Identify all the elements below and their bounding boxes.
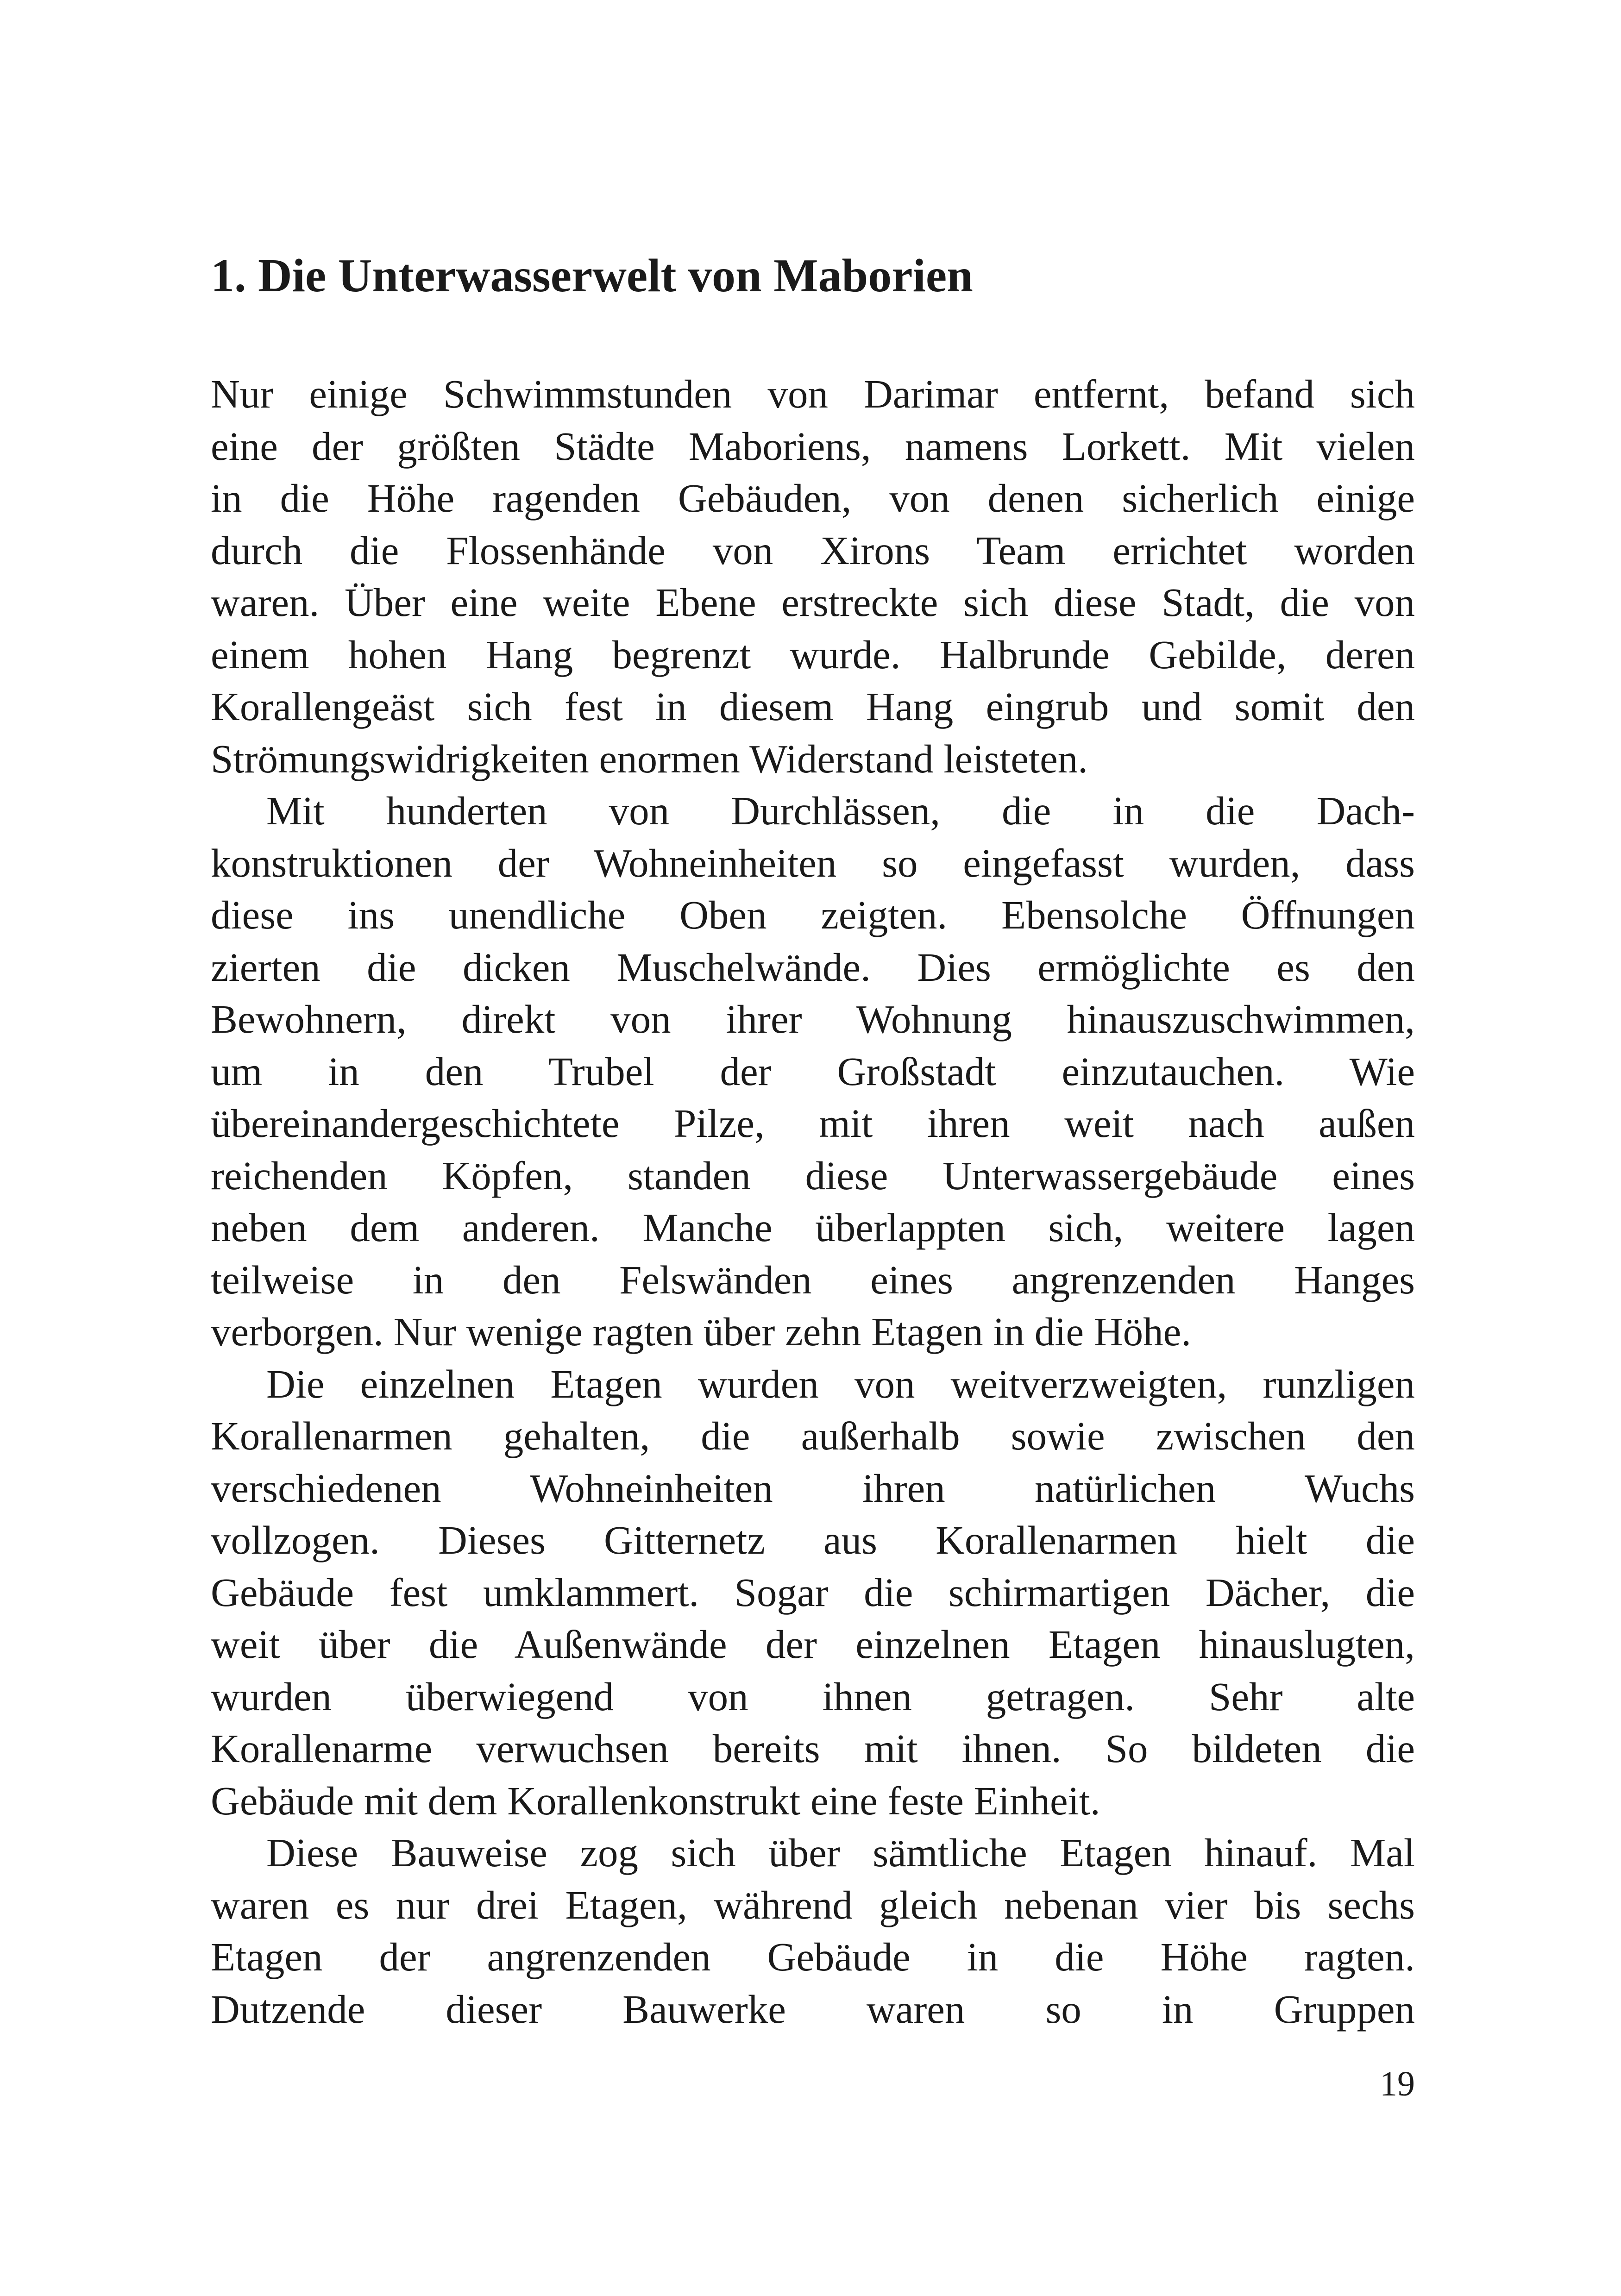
text-line: verschiedenen Wohneinheiten ihren natürlichen Wuchs (211, 1465, 1415, 1511)
text-line: Die einzelnen Etagen wurden von weitverzweigten, runzligen (266, 1361, 1415, 1406)
text-line: Gebäude mit dem Korallenkonstrukt eine feste Einheit. (211, 1778, 1100, 1823)
text-line: Mit hunderten von Durchlässen, die in die Dach- (266, 788, 1415, 833)
paragraph-3 (211, 1358, 1415, 1827)
paragraph-4 (211, 1827, 1415, 2035)
text-line: konstruktionen der Wohneinheiten so eingefasst wurden, dass (211, 840, 1415, 885)
text-line: Diese Bauweise zog sich über sämtliche Etagen hinauf. Mal (266, 1830, 1415, 1875)
text-line: reichenden Köpfen, standen diese Unterwassergebäude eines (211, 1153, 1415, 1198)
text-line: zierten die dicken Muschelwände. Dies ermöglichte es den (211, 944, 1415, 990)
text-line: Gebäude fest umklammert. Sogar die schirmartigen Dächer, die (211, 1569, 1415, 1615)
text-line: verborgen. Nur wenige ragten über zehn Etagen in die Höhe. (211, 1309, 1192, 1354)
text-line: waren es nur drei Etagen, während gleich nebenan vier bis sechs (211, 1882, 1415, 1927)
paragraph-2 (211, 785, 1415, 1358)
text-line: diese ins unendliche Oben zeigten. Ebensolche Öffnungen (211, 892, 1415, 937)
paragraph-1 (211, 368, 1415, 785)
text-line: Korallenarmen gehalten, die außerhalb sowie zwischen den (211, 1413, 1415, 1458)
page-number: 19 (1380, 2064, 1415, 2103)
text-line: Nur einige Schwimmstunden von Darimar entfernt, befand sich (211, 371, 1415, 416)
body-text (211, 368, 1415, 2035)
text-line: Etagen der angrenzenden Gebäude in die Höhe ragten. (211, 1934, 1415, 1979)
text-line: teilweise in den Felswänden eines angrenzenden Hanges (211, 1257, 1415, 1302)
text-line: vollzogen. Dieses Gitternetz aus Korallenarmen hielt die (211, 1518, 1415, 1562)
text-line: einem hohen Hang begrenzt wurde. Halbrunde Gebilde, deren (211, 632, 1415, 677)
text-line: Strömungswidrigkeiten enormen Widerstand leisteten. (211, 736, 1088, 781)
text-line: übereinandergeschichtete Pilze, mit ihren weit nach außen (211, 1101, 1415, 1146)
text-line: Bewohnern, direkt von ihrer Wohnung hinauszuschwimmen, (211, 997, 1415, 1041)
text-line: um in den Trubel der Großstadt einzutauchen. Wie (211, 1048, 1415, 1094)
text-line: waren. Über eine weite Ebene erstreckte sich diese Stadt, die von (211, 580, 1415, 625)
text-line: Korallenarme verwuchsen bereits mit ihnen. So bildeten die (211, 1726, 1415, 1771)
text-line: Korallengeäst sich fest in diesem Hang eingrub und somit den (211, 684, 1415, 729)
text-line: durch die Flossenhände von Xirons Team errichtet worden (211, 527, 1415, 573)
text-line: eine der größten Städte Maboriens, namens Lorkett. Mit vielen (211, 423, 1415, 469)
chapter-title: 1. Die Unterwasserwelt von Maborien (211, 250, 973, 302)
text-line: wurden überwiegend von ihnen getragen. Sehr alte (211, 1674, 1415, 1719)
text-line: neben dem anderen. Manche überlappten sich, weitere lagen (211, 1205, 1415, 1250)
text-line: weit über die Außenwände der einzelnen Etagen hinauslugten, (211, 1622, 1415, 1667)
text-line: in die Höhe ragenden Gebäuden, von denen sicherlich einige (211, 476, 1415, 521)
text-line: Dutzende dieser Bauwerke waren so in Gruppen (211, 1986, 1415, 2032)
